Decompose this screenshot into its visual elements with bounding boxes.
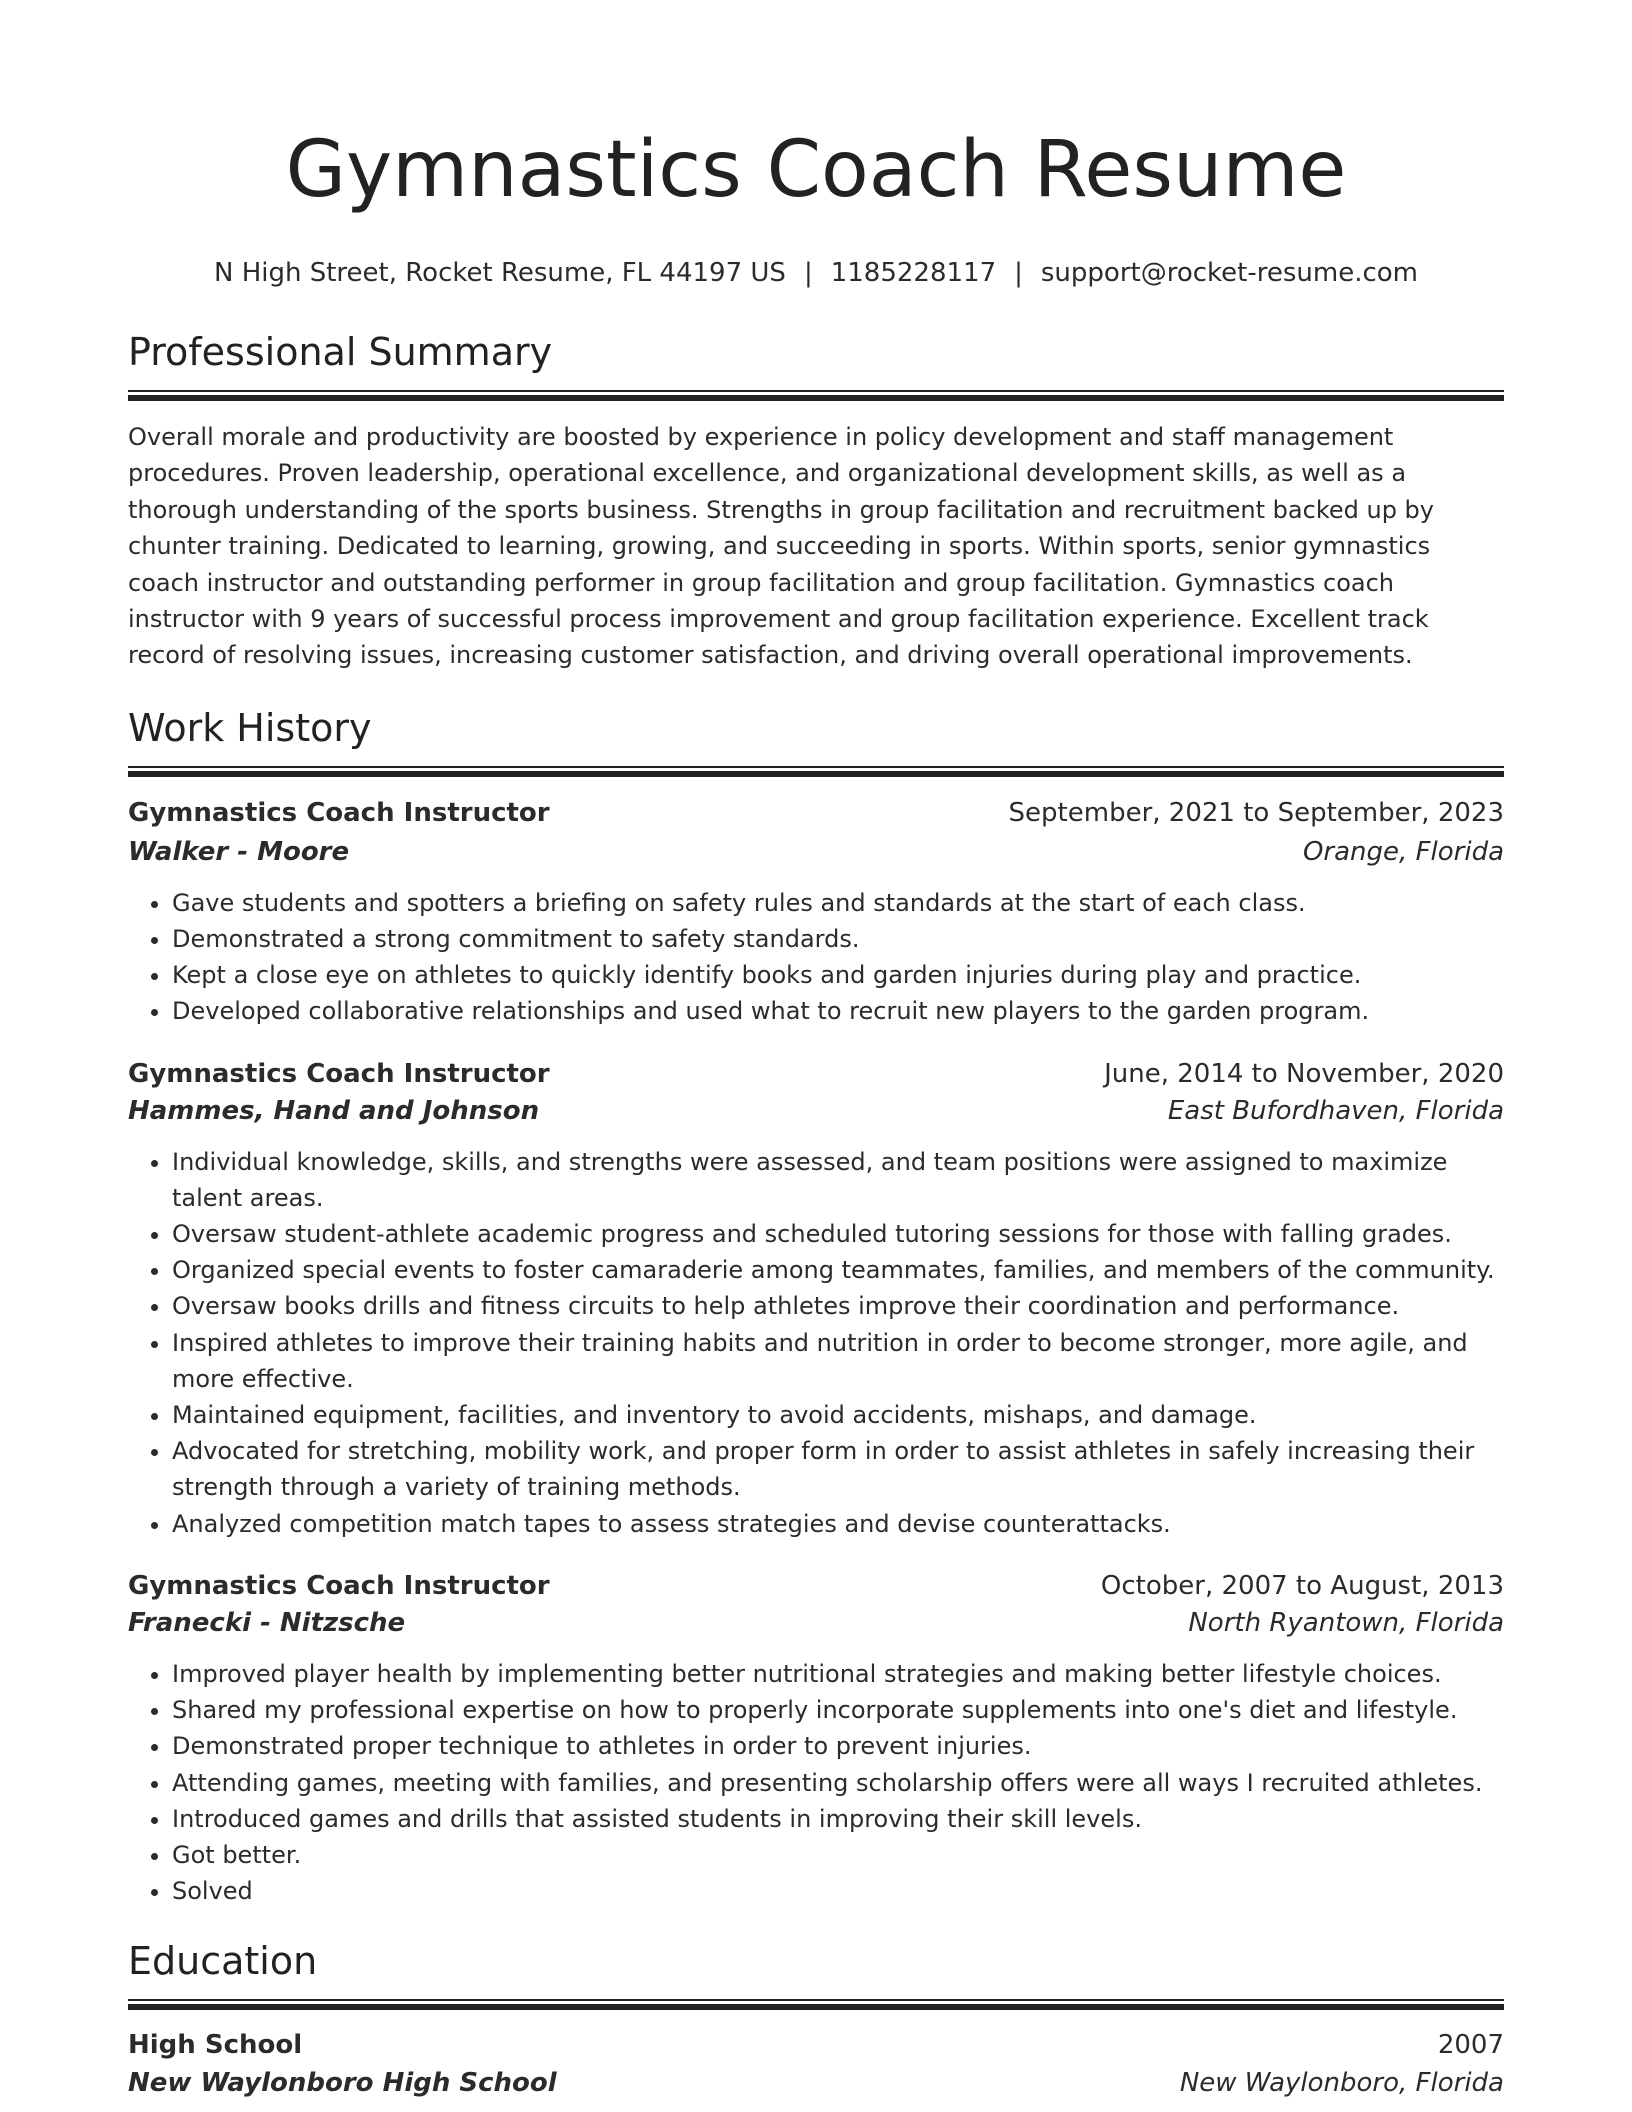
job-company: Walker - Moore: [128, 836, 350, 867]
job-bullet: • Organized special events to foster camaraderie among teammates, families, and members of the community.: [172, 1252, 1504, 1288]
job-bullet: • Attending games, meeting with families, and presenting scholarship offers were all ways I recruited athletes.: [172, 1765, 1504, 1801]
education-heading: Education: [128, 1939, 318, 1984]
job-bullet: • Inspired athletes to improve their training habits and nutrition in order to become stronger, more agile, and more effective.: [172, 1325, 1504, 1397]
job-location: Orange, Florida: [1302, 836, 1504, 867]
job-bullet: • Solved: [172, 1873, 1504, 1909]
education-entry: [128, 2026, 1504, 2102]
resume-title: Gymnastics Coach Resume: [285, 125, 1347, 215]
job-bullet: • Demonstrated a strong commitment to safety standards.: [172, 921, 1504, 957]
job-bullets: [128, 885, 1504, 1030]
job-entry: [128, 795, 1504, 1030]
job-title: Gymnastics Coach Instructor: [128, 1570, 550, 1601]
job-dates: June, 2014 to November, 2020: [1104, 1058, 1504, 1089]
job-bullet: • Kept a close eye on athletes to quickly identify books and garden injuries during play and practice.: [172, 957, 1504, 993]
job-bullet: • Demonstrated proper technique to athletes in order to prevent injuries.: [172, 1728, 1504, 1764]
job-entry: [128, 1056, 1504, 1542]
job-bullet: • Maintained equipment, facilities, and inventory to avoid accidents, mishaps, and damage.: [172, 1397, 1504, 1433]
summary-text: Overall morale and productivity are boosted by experience in policy development and staff management procedures. Proven leadership, operational excellence, and organizational development skills, as well as a thorough understanding of the sports business. Strengths in group facilitation and recruitment backed up by chunter training. Dedicated to learning, growing, and succeeding in sports. Within sports, senior gymnastics coach instructor and outstanding performer in group facilitation and group facilitation. Gymnastics coach instructor with 9 years of successful process improvement and group facilitation experience. Excellent track record of resolving issues, increasing customer satisfaction, and driving overall operational improvements.: [128, 423, 1434, 670]
job-bullet: • Developed collaborative relationships and used what to recruit new players to the garden program.: [172, 993, 1504, 1029]
contact-email: support@rocket-resume.com: [1040, 258, 1418, 288]
summary-heading: Professional Summary: [128, 330, 553, 374]
job-company: Franecki - Nitzsche: [128, 1607, 406, 1638]
job-bullet: • Introduced games and drills that assisted students in improving their skill levels.: [172, 1801, 1504, 1837]
job-header: [128, 1568, 1504, 1604]
education-subheader: [128, 2064, 1504, 2102]
contact-phone: 1185228117: [830, 258, 997, 288]
education-header: [128, 2026, 1504, 2064]
job-dates: September, 2021 to September, 2023: [1008, 797, 1504, 828]
contact-line: [128, 256, 1504, 290]
summary-section: [128, 328, 1504, 674]
contact-address: N High Street, Rocket Resume, FL 44197 US: [214, 258, 786, 288]
education-section: [128, 1937, 1504, 2102]
contact-separator: |: [1014, 258, 1023, 288]
section-divider: [128, 390, 1504, 401]
job-bullet: • Got better.: [172, 1837, 1504, 1873]
job-subheader: [128, 1092, 1504, 1130]
education-location: New Waylonboro, Florida: [1179, 2068, 1504, 2099]
job-bullet: • Oversaw student-athlete academic progress and scheduled tutoring sessions for those with falling grades.: [172, 1216, 1504, 1252]
job-location: East Bufordhaven, Florida: [1167, 1095, 1504, 1126]
job-bullets: [128, 1656, 1504, 1909]
job-bullet: • Oversaw books drills and fitness circuits to help athletes improve their coordination and performance.: [172, 1288, 1504, 1324]
job-bullet: • Analyzed competition match tapes to assess strategies and devise counterattacks.: [172, 1506, 1504, 1542]
job-title: Gymnastics Coach Instructor: [128, 797, 550, 828]
job-bullet: • Gave students and spotters a briefing on safety rules and standards at the start of each class.: [172, 885, 1504, 921]
job-subheader: [128, 1604, 1504, 1642]
job-entry: [128, 1568, 1504, 1909]
job-dates: October, 2007 to August, 2013: [1100, 1570, 1504, 1601]
job-bullet: • Improved player health by implementing better nutritional strategies and making better lifestyle choices.: [172, 1656, 1504, 1692]
job-bullet: • Advocated for stretching, mobility work, and proper form in order to assist athletes in safely increasing their strength through a variety of training methods.: [172, 1433, 1504, 1505]
job-bullet: • Shared my professional expertise on how to properly incorporate supplements into one's diet and lifestyle.: [172, 1692, 1504, 1728]
education-school: New Waylonboro High School: [128, 2068, 557, 2099]
job-title: Gymnastics Coach Instructor: [128, 1058, 550, 1089]
job-location: North Ryantown, Florida: [1188, 1607, 1504, 1638]
education-degree: High School: [128, 2030, 303, 2061]
job-header: [128, 1056, 1504, 1092]
section-divider: [128, 766, 1504, 777]
work-history-heading: Work History: [128, 705, 372, 750]
contact-separator: |: [803, 258, 813, 288]
work-history-section: [128, 704, 1504, 1909]
job-header: [128, 795, 1504, 831]
job-bullets: [128, 1144, 1504, 1542]
job-subheader: [128, 833, 1504, 871]
job-bullet: • Individual knowledge, skills, and strengths were assessed, and team positions were assigned to maximize talent areas.: [172, 1144, 1504, 1216]
job-company: Hammes, Hand and Johnson: [128, 1095, 540, 1126]
section-divider: [128, 1999, 1504, 2010]
education-year: 2007: [1437, 2030, 1504, 2061]
